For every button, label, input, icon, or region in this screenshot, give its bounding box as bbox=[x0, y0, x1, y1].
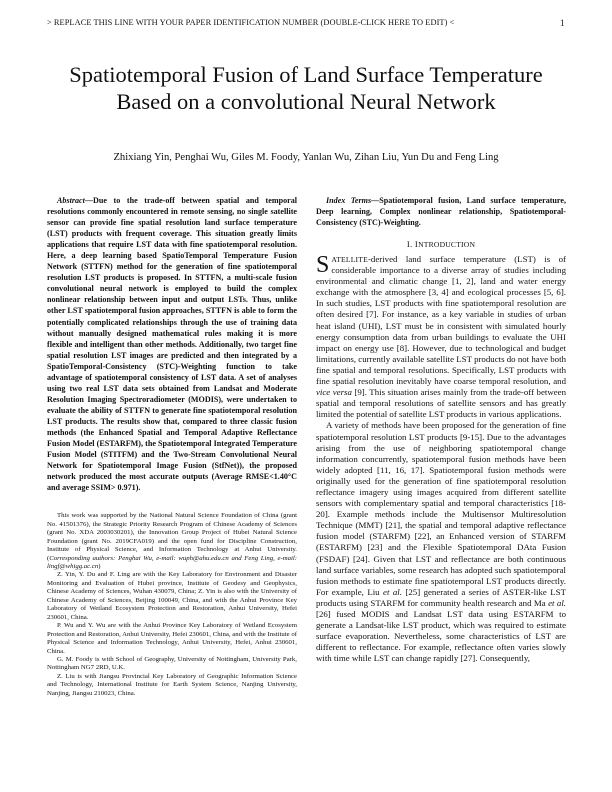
affiliation-footnote-4: Z. Liu is with Jiangsu Provincial Key Laboratory of Geographic Information Science and Technology, International Institute for Earth System Science, Nanjing University, Nanjing, Jiangsu 210023, China. bbox=[47, 672, 297, 697]
page-number: 1 bbox=[560, 18, 565, 28]
intro-p1-text-a: -derived land surface temperature (LST) is of considerable importance to a diverse array of studies including environmental and climatic change [1, 2], land and water energy exchange with the atmosphere [3, 4] and ecological processes [5, 6]. In such studies, LST products with fine spatiotemporal resolution are often desired [7]. For instance, as a key variable in studies of urban heat island (UHI), LST must be in consistent with simulated hourly energy consumption data from urban buildings to evaluate the UHI impact on energy use [8]. However, due to technological and budget limitations, currently available satellite LST products do not have both fine spatial and temporal resolutions. Specifically, LST products with fine spatial resolution inevitably have coarse temporal resolution, and bbox=[316, 254, 566, 387]
intro-p2-italic-1: et al. bbox=[383, 586, 402, 597]
section-number: I. bbox=[406, 239, 413, 249]
abstract bbox=[47, 195, 297, 493]
intro-p2-text-b: [25] generated a series of ASTER-like LST products using STARFM for community health research and Ma bbox=[316, 586, 566, 608]
funding-text: This work was supported by the National Natural Science Foundation of China (grant No. 41501376), the Strategic Priority Research Program of Chinese Academy of Sciences (grant No. XDA 2003030201), the Innovation Group Project of Hubei Natural Science Foundation (grant No. 2019CFA019) and the open fund for Discipline Construction, Institute of Physical Science, and Information Technology at Anhui University. ( bbox=[47, 512, 297, 562]
index-terms-label: Index Terms bbox=[326, 196, 372, 205]
footnotes bbox=[47, 512, 297, 698]
abstract-label: Abstract bbox=[57, 196, 85, 205]
abstract-text: —Due to the trade-off between spatial and temporal resolutions commonly encountered in remote sensing, no single satellite sensor can provide fine spatial resolution land surface temperature (LST) products with frequent coverage. This situation greatly limits applications that require LST data with fine spatiotemporal resolution. Here, a deep learning based SpatioTemporal Temperature Fusion Network (STTFN) method for the generation of fine spatiotemporal resolution LST products is proposed. In STTFN, a multi-scale fusion convolutional neural network is employed to build the complex nonlinear relationship between input and output LSTs. Thus, unlike other LST spatiotemporal fusion approaches, STTFN is able to form the potentially complicated relationships through the use of training data without manually designed mathematical rules making it is more flexible and intelligent than other methods. Additionally, two target fine spatial resolution LST images are predicted and then integrated by a SpatioTemporal-Consistency (STC)-Weighting function to take advantage of spatiotemporal consistency of LST data. A set of analyses using two real LST data sets obtained from Landsat and Moderate Resolution Imaging Spectroradiometer (MODIS), were undertaken to evaluate the ability of STTFN to generate fine spatiotemporal resolution LST products. The results show that, compared to three classic fusion methods (the Enhanced Spatial and Temporal Adaptive Reflectance Fusion Model (ESTARFM), the Spatiotemporal Integrated Temperature Fusion Model (STITFM) and the Two-Stream Convolutional Neural Network for Spatiotemporal Image Fusion (StfNet)), the proposed network produced the most accurate outputs (Average RMSE<1.40°C and average SSIM> 0.971). bbox=[47, 196, 297, 493]
right-column bbox=[316, 195, 566, 664]
affiliation-footnote-2: P. Wu and Y. Wu are with the Anhui Province Key Laboratory of Wetland Ecosystem Protection and Restoration, Anhui University, Hefei 230601, China, and with the Institute of Physical Science and Information Technology, Anhui University, Hefei, Anhui 230601, China. bbox=[47, 622, 297, 655]
index-terms bbox=[316, 195, 566, 228]
intro-p2-italic-2: et al. bbox=[548, 597, 566, 608]
affiliation-footnote-3: G. M. Foody is with School of Geography, University of Nottingham, University Park, Nottingham NG7 2RD, U.K. bbox=[47, 655, 297, 672]
paper-title: Spatiotemporal Fusion of Land Surface Temperature Based on a convolutional Neural Network bbox=[69, 62, 543, 114]
section-heading-introduction bbox=[316, 239, 566, 249]
index-terms-text: —Spatiotemporal fusion, Land surface temperature, Deep learning, Complex nonlinear relationship, Spatiotemporal-Consistency (STC)-Weighting. bbox=[316, 196, 566, 227]
funding-footnote bbox=[47, 512, 297, 571]
intro-smallcaps: ATELLITE bbox=[331, 255, 368, 264]
running-header[interactable]: > REPLACE THIS LINE WITH YOUR PAPER IDENTIFICATION NUMBER (DOUBLE-CLICK HERE TO EDIT) < bbox=[47, 18, 455, 27]
section-title-initial: I bbox=[414, 239, 419, 249]
intro-paragraph-1 bbox=[316, 254, 566, 420]
affiliation-footnote-1: Z. Yin, Y. Du and F. Ling are with the Key Laboratory for Environment and Disaster Monitoring and Evaluation of Hubei province, Institute of Geodesy and Geophysics, Chinese Academy of Sciences, Wuhan 430079, China; Z. Yin is also with the University of Chinese Academy of Sciences, Beijing 100049, China, and with the Anhui Province Key Laboratory of Wetland Ecosystem Protection and Restoration, Anhui University, Hefei 230601, China. bbox=[47, 571, 297, 621]
intro-paragraph-2 bbox=[316, 420, 566, 664]
drop-cap: S bbox=[316, 252, 330, 278]
intro-p2-text-c: [26] fused MODIS and Landsat LST data using ESTARFM to generate a Landsat-like LST product, which was required to estimate surface evaporation. Nevertheless, some characteristics of LST are different to reflectance. For example, reflectance often varies slowly with time while LST can change rapidly [27]. Consequently, bbox=[316, 609, 566, 664]
author-list: Zhixiang Yin, Penghai Wu, Giles M. Foody, Yanlan Wu, Zihan Liu, Yun Du and Feng Ling bbox=[113, 152, 499, 163]
funding-close: ) bbox=[98, 562, 101, 570]
corresponding-authors: Corresponding authors: Penghai Wu, e-mail: wuph@ahu.edu.cn and Feng Ling, e-mail: lingf@whigg.ac.cn bbox=[47, 554, 297, 570]
intro-p1-italic: vice versa bbox=[316, 387, 352, 398]
intro-p2-text-a: A variety of methods have been proposed for the generation of fine spatiotemporal resolution LST products [9-15]. Due to the advantages arising from the use of neighboring spatiotemporal change information concurrently, spatiotemporal fusion methods have been widely adopted [11, 16, 17]. Spatiotemporal fusion methods were originally used for the generation of fine spatiotemporal resolution reflectance imagery using images acquired from different satellite sensors with complementary spatial and temporal characteristics [18-20]. Example methods include the Multisensor Multiresolution Technique (MMT) [21], the spatial and temporal adaptive reflectance fusion model (STARFM) [22], an Enhanced version of STARFM (ESTARFM) [23] and the Flexible Spatiotemporal DAta Fusion (FSDAF) [24]. Given that LST and reflectance are both continuous land surface variables, some research has adopted such spatiotemporal fusion methods to estimate fine spatiotemporal LST products directly. For example, Liu bbox=[316, 420, 566, 597]
left-column bbox=[47, 195, 297, 698]
section-title-rest: NTRODUCTION bbox=[418, 240, 476, 249]
intro-p1-text-b: [9]. This situation arises mainly from the trade-off between spatial and temporal resolutions of satellite sensors and has greatly limited the potential of satellite LST products in various applications. bbox=[316, 387, 566, 420]
